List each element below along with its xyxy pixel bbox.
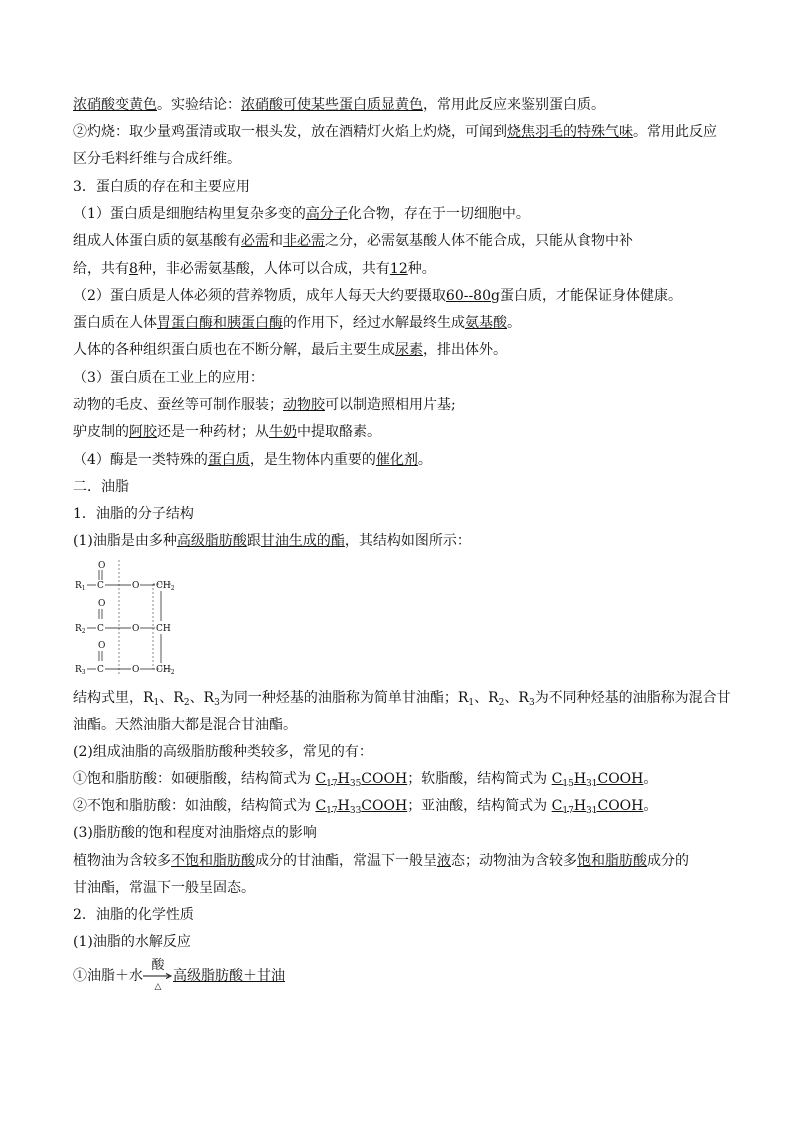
text-line: 油酯。天然油脂大都是混合甘油酯。 <box>73 717 297 733</box>
reaction-equation <box>73 958 285 992</box>
text: 动物的毛皮、蚕丝等可制作服装； <box>73 397 283 413</box>
oxygen-label: O <box>98 599 106 609</box>
products: 高级脂肪酸＋甘油 <box>173 968 285 984</box>
section-heading: 3．蛋白质的存在和主要应用 <box>73 179 250 195</box>
text: 。 <box>507 315 521 331</box>
text-line: （3）蛋白质在工业上的应用： <box>73 370 264 386</box>
text-line: 区分毛料纤维与合成纤维。 <box>73 151 241 167</box>
carbon-label: C <box>97 624 104 634</box>
text: g蛋白质，才能保证身体健康。 <box>491 288 682 304</box>
answer-blank: 非必需 <box>283 233 325 249</box>
underlined-term: 酯 <box>330 533 345 549</box>
text-line: (1)油脂的水解反应 <box>73 934 191 950</box>
text: ，常用此反应来鉴别蛋白质。 <box>423 97 605 113</box>
answer-blank: 必需 <box>241 233 269 249</box>
text: ①饱和脂肪酸：如硬脂酸，结构简式为 <box>73 771 316 787</box>
answer-blank: 8 <box>129 261 138 277</box>
text-line: (3)脂肪酸的饱和程度对油脂熔点的影响 <box>73 825 317 841</box>
triglyceride-structure-diagram <box>73 560 213 680</box>
formula-answer: $C_{17}H_{35}COOH$ <box>315 771 408 789</box>
text-line <box>73 122 717 142</box>
text: 组成人体蛋白质的氨基酸有 <box>73 233 241 249</box>
text: （1）蛋白质是细胞结构里复杂多变的 <box>73 206 306 222</box>
text: 结构式里，R <box>73 690 154 706</box>
text: 、R <box>159 690 184 706</box>
subscript: 3 <box>528 698 535 708</box>
text-line <box>73 313 521 333</box>
text-line <box>73 340 507 360</box>
oxygen-label: O <box>98 641 106 651</box>
text: ②不饱和脂肪酸：如油酸，结构简式为 <box>73 798 316 814</box>
r-group-label: $R_3$ <box>75 665 86 676</box>
answer-blank: 催化剂 <box>375 452 418 468</box>
heat-symbol: △ <box>154 982 162 992</box>
text: 给，共有 <box>73 261 129 277</box>
text: 、R <box>474 690 499 706</box>
text: 中提取酪素。 <box>297 424 381 440</box>
formula-answer: $C_{17}H_{33}COOH$ <box>315 798 408 816</box>
r-group-label: $R_1$ <box>75 581 86 592</box>
text: ②灼烧：取少量鸡蛋清或取一根头发，放在酒精灯火焰上灼烧，可闻到 <box>73 124 507 140</box>
text: 蛋白质在人体 <box>73 315 157 331</box>
text-line: (2)组成油脂的高级脂肪酸种类较多，常见的有： <box>73 744 373 760</box>
reaction-arrow <box>143 958 173 992</box>
answer-blank: 液 <box>437 853 451 869</box>
text: 还是一种药材；从 <box>157 424 269 440</box>
formula-answer: $C_{17}H_{31}COOH$ <box>551 798 644 816</box>
ch-label: CH <box>156 624 171 634</box>
text: 种。 <box>407 261 436 277</box>
text: 驴皮制的 <box>73 424 129 440</box>
text-line: 甘油酯，常温下一般呈固态。 <box>73 880 255 896</box>
text: (1)油脂是由多种 <box>73 533 177 549</box>
answer-blank: 胃蛋白酶和胰蛋白酶 <box>157 315 283 331</box>
text: 为不同种烃基的油脂称为混合甘 <box>534 690 731 706</box>
text: 化合物，存在于一切细胞中。 <box>347 206 530 222</box>
answer-blank: 浓硝酸变黄色 <box>73 97 157 113</box>
text: 种，非必需氨基酸，人体可以合成，共有 <box>137 261 390 277</box>
text: ，其结构如图所示： <box>344 533 471 549</box>
answer-blank: 饱和脂肪酸 <box>577 853 647 869</box>
subscript: 2 <box>183 698 190 708</box>
text-line <box>73 204 530 224</box>
text: 。 <box>643 798 658 814</box>
answer-blank: 浓硝酸可使某些蛋白质显黄色 <box>241 97 423 113</box>
text: 跟 <box>246 533 261 549</box>
ch2-label: $CH_2$ <box>156 665 175 676</box>
subscript: 1 <box>468 698 475 708</box>
subscript: 2 <box>498 698 505 708</box>
answer-blank: 阿胶 <box>129 424 157 440</box>
text: 为同一种烃基的油脂称为简单甘油酯；R <box>219 690 469 706</box>
answer-blank: 牛奶 <box>269 424 297 440</box>
text: 。常用此反应 <box>633 124 717 140</box>
underlined-term: 高级脂肪酸 <box>176 533 247 549</box>
text: 可以制造照相用片基; <box>325 397 456 413</box>
carbon-label: C <box>97 581 104 591</box>
text: 和 <box>269 233 283 249</box>
text-line <box>73 231 633 251</box>
answer-blank: 60--80 <box>445 288 491 304</box>
text-line <box>73 259 436 279</box>
formula-answer: $C_{15}H_{31}COOH$ <box>551 771 644 789</box>
section-heading: 1．油脂的分子结构 <box>73 506 194 522</box>
text: （4）酶是一类特殊的 <box>73 452 208 468</box>
text-line <box>73 422 381 442</box>
subscript: 3 <box>214 698 220 708</box>
catalyst-label: 酸 <box>151 958 165 973</box>
text: 。 <box>643 771 658 787</box>
text: ，排出体外。 <box>423 342 507 358</box>
text: 植物油为含较多 <box>73 853 171 869</box>
r-group-label: $R_2$ <box>75 624 86 635</box>
answer-blank: 尿素 <box>395 342 423 358</box>
reactants: ①油脂＋水 <box>73 968 143 984</box>
text: 人体的各种组织蛋白质也在不断分解，最后主要生成 <box>73 342 395 358</box>
text-line <box>73 95 605 115</box>
text: ；软脂酸，结构简式为 <box>407 771 552 787</box>
underlined-term: 甘油 <box>260 533 289 549</box>
text: 的作用下，经过水解最终生成 <box>283 315 465 331</box>
answer-blank: 烧焦羽毛的特殊气味 <box>507 124 633 140</box>
answer-blank: 蛋白质 <box>207 452 250 468</box>
answer-blank: 高分子 <box>305 206 348 222</box>
text: 。实验结论： <box>157 97 241 113</box>
ch2-label: $CH_2$ <box>156 581 175 592</box>
oxygen-label: O <box>132 581 140 591</box>
section-heading: 2．油脂的化学性质 <box>73 907 194 923</box>
answer-blank: 氨基酸 <box>465 315 507 331</box>
text-line <box>73 851 689 871</box>
text-line <box>73 531 471 551</box>
oxygen-label: O <box>98 561 106 571</box>
oxygen-label: O <box>132 665 140 675</box>
text: 、R <box>189 690 215 706</box>
carbon-label: C <box>97 665 104 675</box>
text: 、R <box>504 690 529 706</box>
text-line <box>73 796 657 821</box>
text-line <box>73 395 456 415</box>
text: （2）蛋白质是人体必须的营养物质，成年人每天大约要摄取 <box>73 288 446 304</box>
subscript: 1 <box>153 698 160 708</box>
answer-blank: 12 <box>389 261 408 277</box>
text: 之分，必需氨基酸人体不能合成，只能从食物中补 <box>325 233 633 249</box>
text: ，是生物体内重要的 <box>249 452 376 468</box>
text-line <box>73 769 657 794</box>
text-line <box>73 450 432 470</box>
text: 态；动物油为含较多 <box>451 853 577 869</box>
answer-blank: 动物胶 <box>283 397 325 413</box>
text: 成分的甘油酯，常温下一般呈 <box>255 853 437 869</box>
text: ；亚油酸，结构简式为 <box>407 798 552 814</box>
underlined-term: 生成的 <box>288 533 331 549</box>
oxygen-label: O <box>132 624 140 634</box>
section-heading: 二．油脂 <box>73 479 129 495</box>
answer-blank: 不饱和脂肪酸 <box>171 853 255 869</box>
text: 。 <box>417 452 432 468</box>
text-line <box>73 688 731 713</box>
text-line <box>73 286 682 306</box>
text: 成分的 <box>647 853 689 869</box>
